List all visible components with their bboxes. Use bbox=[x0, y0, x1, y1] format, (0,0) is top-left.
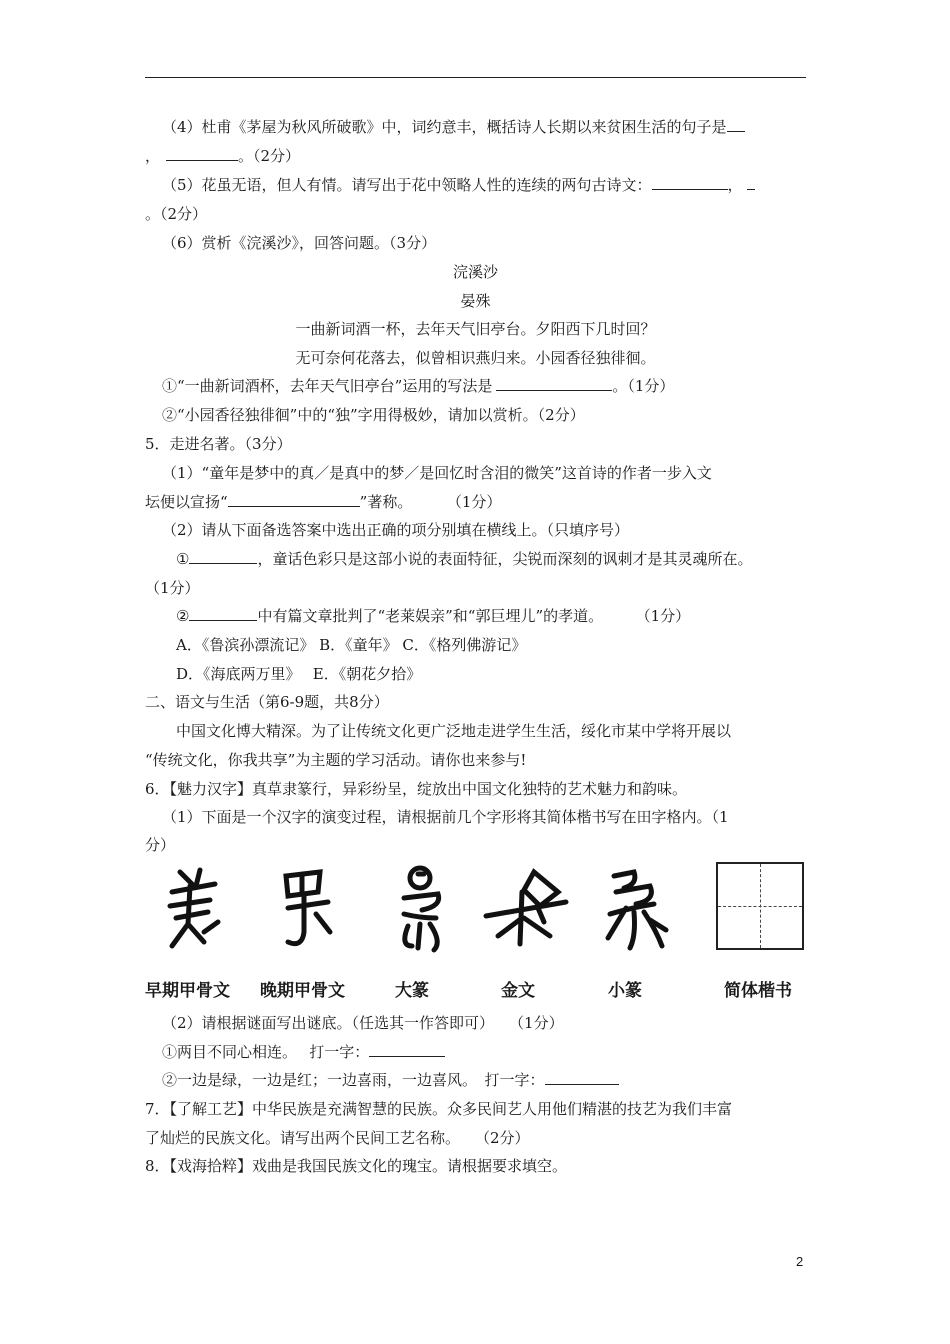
q6-2-1: ①两目不同心相连。 打一字： bbox=[162, 1042, 445, 1062]
answer-blank[interactable] bbox=[727, 117, 745, 132]
page-number: 2 bbox=[796, 1254, 804, 1269]
q5-2-1-line1: ① ，童话色彩只是这部小说的表面特征，尖锐而深刻的讽刺才是其灵魂所在。 bbox=[176, 550, 753, 568]
q6-heading: 6．【魅力汉字】真草隶篆行，异彩纷呈，绽放出中国文化独特的艺术魅力和韵味。 bbox=[145, 780, 688, 798]
options-row-1: A．《鲁滨孙漂流记》 B．《童年》 C．《格列佛游记》 bbox=[176, 636, 527, 654]
caption-late-oracle: 晚期甲骨文 bbox=[260, 981, 345, 1001]
q6-2-heading: （2）请根据谜面写出谜底。（任选其一作答即可） （1分） bbox=[162, 1014, 564, 1032]
answer-blank[interactable] bbox=[496, 376, 612, 391]
intro-line-1: 中国文化博大精深。为了让传统文化更广泛地走进学生生活，绥化市某中学将开展以 bbox=[176, 722, 732, 740]
poem-author: 晏殊 bbox=[460, 292, 491, 310]
q5-heading: 5．走进名著。（3分） bbox=[145, 435, 292, 453]
poem-line-2: 无可奈何花落去，似曾相识燕归来。小园香径独徘徊。 bbox=[295, 349, 656, 367]
caption-regular-script: 简体楷书 bbox=[724, 981, 792, 1001]
answer-blank[interactable] bbox=[652, 175, 728, 190]
tianzige-answer-grid[interactable] bbox=[716, 862, 804, 950]
q5-2-1-line2: （1分） bbox=[145, 579, 200, 597]
q4-4-line2: ， 。（2分） bbox=[145, 147, 301, 165]
options-row-2: D．《海底两万里》 E．《朝花夕拾》 bbox=[176, 665, 422, 683]
q5-2-heading: （2）请从下面备选答案中选出正确的项分别填在横线上。（只填序号） bbox=[162, 521, 630, 539]
answer-blank[interactable] bbox=[545, 1070, 619, 1085]
bronze-script-glyph bbox=[478, 862, 570, 956]
poem-title: 浣溪沙 bbox=[452, 263, 498, 281]
answer-blank[interactable] bbox=[369, 1042, 445, 1057]
q8-heading: 8．【戏海拾粹】戏曲是我国民族文化的瑰宝。请根据要求填空。 bbox=[145, 1157, 568, 1175]
q4-5-line1: （5）花虽无语，但人有情。请写出于花中领略人性的连续的两句古诗文： ， bbox=[162, 175, 755, 195]
q5-1-line2: 坛便以宣扬“ ”著称。 （1分） bbox=[145, 493, 502, 511]
q4-6-2: ②“小园香径独徘徊”中的“独”字用得极妙，请加以赏析。（2分） bbox=[162, 406, 585, 424]
section-2-heading: 二、语文与生活（第6-9题，共8分） bbox=[145, 693, 389, 711]
q4-6-heading: （6）赏析《浣溪沙》，回答问题。（3分） bbox=[162, 234, 437, 252]
answer-blank[interactable] bbox=[166, 146, 238, 161]
answer-blank[interactable] bbox=[189, 606, 257, 621]
caption-early-oracle: 早期甲骨文 bbox=[145, 981, 230, 1001]
q4-4-line1: （4）杜甫《茅屋为秋风所破歌》中，词约意丰，概括诗人长期以来贫困生活的句子是 bbox=[162, 117, 745, 137]
caption-small-seal: 小篆 bbox=[608, 981, 642, 1001]
q6-1-line2: 分） bbox=[145, 836, 176, 854]
small-seal-glyph bbox=[600, 862, 672, 956]
q4-6-1: ①“一曲新词酒杯，去年天气旧亭台”运用的写法是 。（1分） bbox=[162, 377, 675, 395]
oracle-bone-early-glyph bbox=[160, 862, 230, 956]
caption-large-seal: 大篆 bbox=[395, 981, 429, 1001]
caption-bronze: 金文 bbox=[501, 981, 535, 1001]
q4-5-line2: 。（2分） bbox=[145, 205, 208, 223]
intro-line-2: “传统文化，你我共享”为主题的学习活动。请你也来参与! bbox=[145, 751, 527, 769]
oracle-bone-late-glyph bbox=[272, 862, 342, 956]
answer-blank[interactable] bbox=[228, 492, 360, 507]
q7-line2: 了灿烂的民族文化。请写出两个民间工艺名称。 （2分） bbox=[145, 1129, 530, 1147]
q6-2-2: ②一边是绿，一边是红；一边喜雨，一边喜风。 打一字： bbox=[162, 1070, 619, 1090]
q5-1-line1: （1）“童年是梦中的真／是真中的梦／是回忆时含泪的微笑”这首诗的作者一步入文 bbox=[162, 464, 712, 482]
q5-2-2: ② 中有篇文章批判了“老莱娱亲”和“郭巨埋儿”的孝道。 （1分） bbox=[176, 607, 691, 625]
large-seal-glyph bbox=[390, 862, 450, 956]
answer-blank[interactable] bbox=[189, 549, 257, 564]
answer-blank[interactable] bbox=[747, 175, 755, 190]
q6-1-line1: （1）下面是一个汉字的演变过程，请根据前几个字形将其简体楷书写在田字格内。（1 bbox=[162, 808, 729, 826]
q7-line1: 7．【了解工艺】中华民族是充满智慧的民族。众多民间艺人用他们精湛的技艺为我们丰富 bbox=[145, 1100, 733, 1118]
header-rule bbox=[145, 77, 806, 78]
poem-line-1: 一曲新词酒一杯，去年天气旧亭台。夕阳西下几时回？ bbox=[295, 320, 656, 338]
